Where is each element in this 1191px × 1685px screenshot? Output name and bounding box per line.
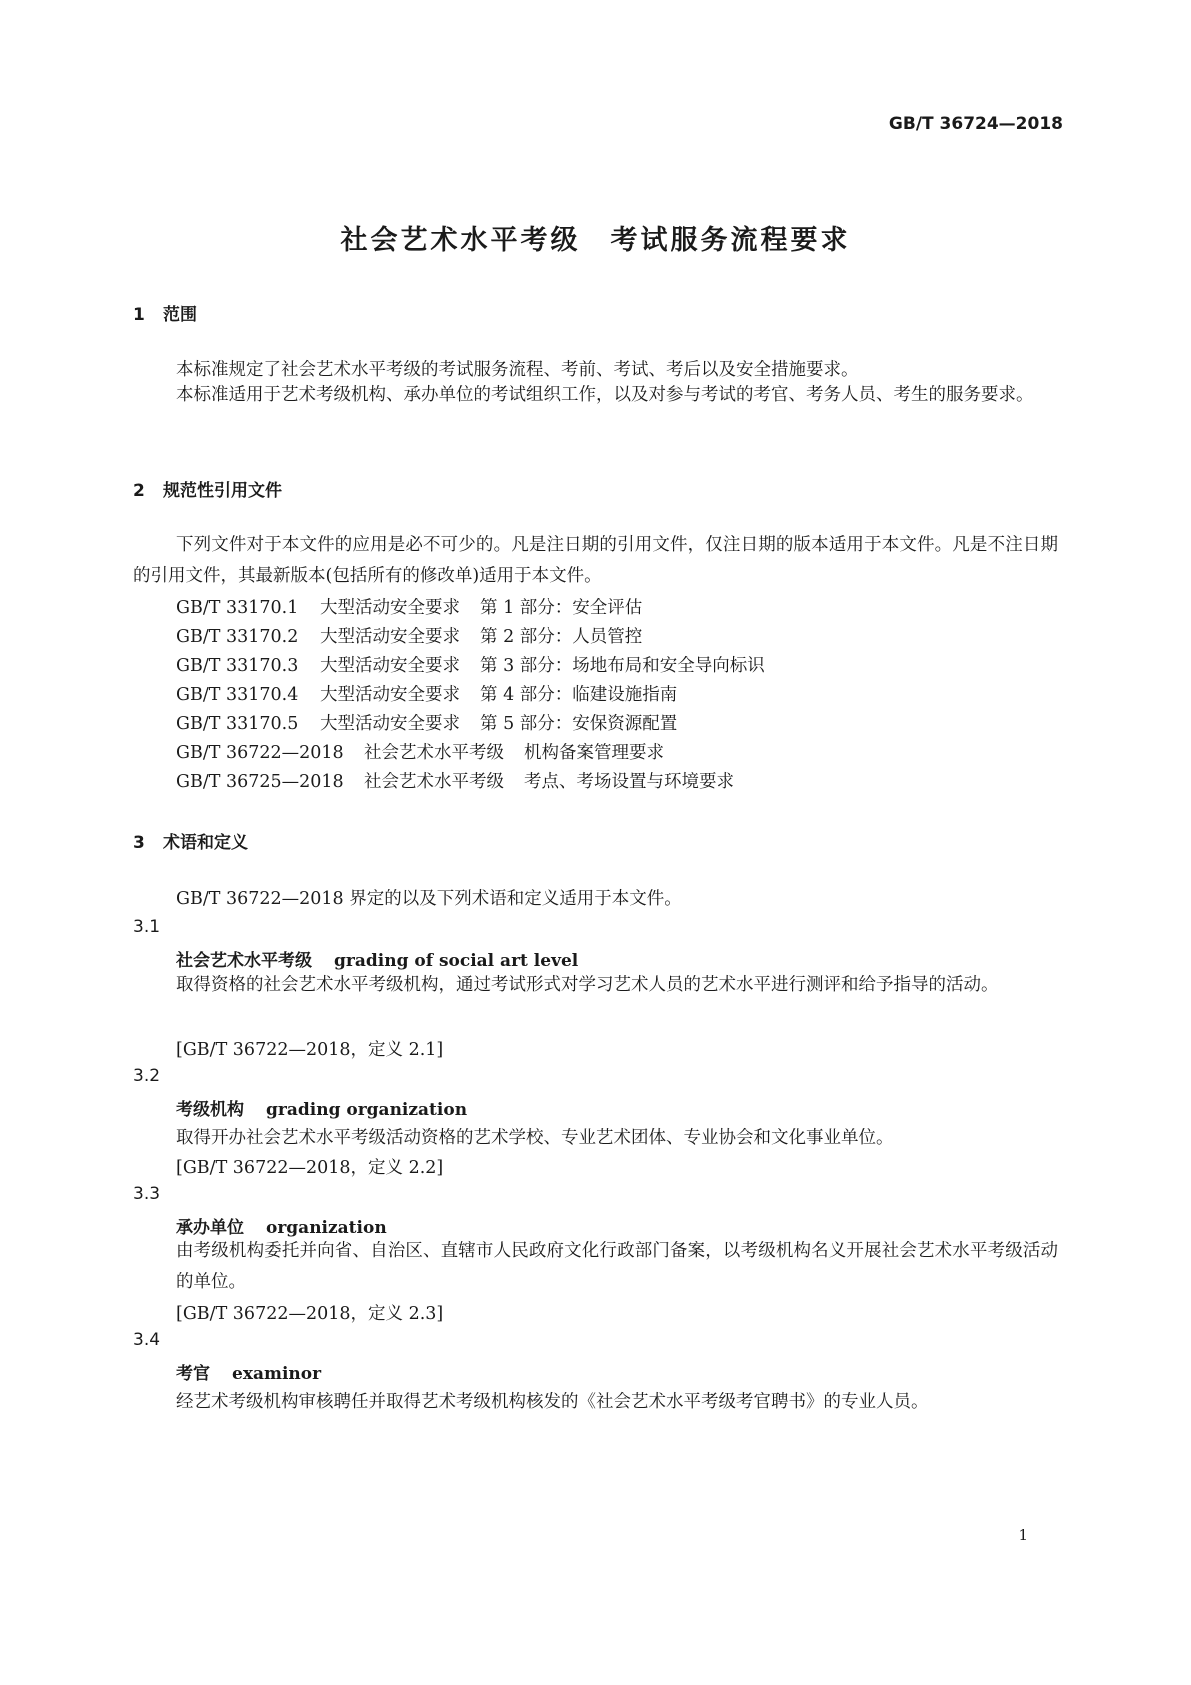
reference-title: 大型活动安全要求	[320, 598, 460, 618]
section-number: 1	[133, 305, 145, 325]
reference-code: GB/T 33170.5	[176, 714, 299, 734]
reference-item	[176, 710, 677, 735]
reference-item	[176, 594, 642, 619]
reference-part: 考点、考场设置与环境要求	[524, 772, 734, 792]
reference-title: 大型活动安全要求	[320, 627, 460, 647]
page-number: 1	[1018, 1526, 1028, 1544]
section-number: 2	[133, 481, 145, 501]
section-1-heading	[133, 300, 197, 325]
paragraph: 本标准规定了社会艺术水平考级的考试服务流程、考前、考试、考后以及安全措施要求。	[176, 360, 859, 380]
reference-item	[176, 623, 642, 648]
paragraph: 本标准适用于艺术考级机构、承办单位的考试组织工作，以及对参与考试的考官、考务人员、考生的服务要求。	[176, 385, 1034, 405]
clause-number: 3.1	[133, 917, 161, 937]
term-entry	[176, 1213, 387, 1238]
paragraph: GB/T 36722—2018 界定的以及下列术语和定义适用于本文件。	[176, 889, 682, 909]
term-source: [GB/T 36722—2018，定义 2.2]	[176, 1158, 444, 1178]
reference-title: 社会艺术水平考级	[364, 772, 504, 792]
term-en: organization	[266, 1218, 387, 1238]
reference-part: 第 3 部分：场地布局和安全导向标识	[480, 656, 765, 676]
term-zh: 承办单位	[176, 1218, 244, 1238]
standard-code: GB/T 36724—2018	[888, 114, 1063, 134]
section-title: 术语和定义	[163, 833, 248, 853]
term-definition: 取得资格的社会艺术水平考级机构，通过考试形式对学习艺术人员的艺术水平进行测评和给予指导的活动。	[176, 975, 999, 995]
section-number: 3	[133, 833, 145, 853]
section-2-heading	[133, 476, 282, 501]
section-title: 规范性引用文件	[163, 481, 282, 501]
term-entry	[176, 1095, 467, 1120]
reference-code: GB/T 36725—2018	[176, 772, 344, 792]
clause-number: 3.3	[133, 1184, 161, 1204]
term-source: [GB/T 36722—2018，定义 2.1]	[176, 1040, 444, 1060]
term-source: [GB/T 36722—2018，定义 2.3]	[176, 1304, 444, 1324]
clause-number: 3.2	[133, 1066, 161, 1086]
term-zh: 考级机构	[176, 1100, 244, 1120]
section-3-heading	[133, 828, 248, 853]
reference-title: 社会艺术水平考级	[364, 743, 504, 763]
document-title: 社会艺术水平考级 考试服务流程要求	[340, 225, 851, 256]
term-definition: 由考级机构委托并向省、自治区、直辖市人民政府文化行政部门备案，以考级机构名义开展社会艺术水平考级活动的单位。	[176, 1241, 1058, 1292]
reference-code: GB/T 36722—2018	[176, 743, 344, 763]
reference-item	[176, 768, 734, 793]
reference-item	[176, 739, 664, 764]
term-en: grading organization	[266, 1100, 468, 1120]
reference-title: 大型活动安全要求	[320, 656, 460, 676]
paragraph: 下列文件对于本文件的应用是必不可少的。凡是注日期的引用文件，仅注日期的版本适用于本文件。凡是不注日期的引用文件，其最新版本(包括所有的修改单)适用于本文件。	[133, 535, 1058, 586]
reference-part: 第 2 部分：人员管控	[480, 627, 643, 647]
term-entry	[176, 946, 578, 971]
reference-item	[176, 652, 765, 677]
term-en: grading of social art level	[334, 951, 579, 971]
term-definition: 取得开办社会艺术水平考级活动资格的艺术学校、专业艺术团体、专业协会和文化事业单位。	[176, 1128, 894, 1148]
reference-code: GB/T 33170.2	[176, 627, 299, 647]
clause-number: 3.4	[133, 1330, 161, 1350]
reference-code: GB/T 33170.3	[176, 656, 299, 676]
term-zh: 社会艺术水平考级	[176, 951, 312, 971]
term-zh: 考官	[176, 1364, 210, 1384]
term-en: examinor	[232, 1364, 322, 1384]
reference-part: 机构备案管理要求	[524, 743, 664, 763]
reference-part: 第 1 部分：安全评估	[480, 598, 643, 618]
section-title: 范围	[163, 305, 197, 325]
reference-code: GB/T 33170.4	[176, 685, 299, 705]
reference-title: 大型活动安全要求	[320, 714, 460, 734]
reference-item	[176, 681, 677, 706]
reference-part: 第 5 部分：安保资源配置	[480, 714, 678, 734]
term-definition: 经艺术考级机构审核聘任并取得艺术考级机构核发的《社会艺术水平考级考官聘书》的专业人员。	[176, 1392, 929, 1412]
term-entry	[176, 1359, 321, 1384]
reference-part: 第 4 部分：临建设施指南	[480, 685, 678, 705]
reference-code: GB/T 33170.1	[176, 598, 299, 618]
reference-title: 大型活动安全要求	[320, 685, 460, 705]
